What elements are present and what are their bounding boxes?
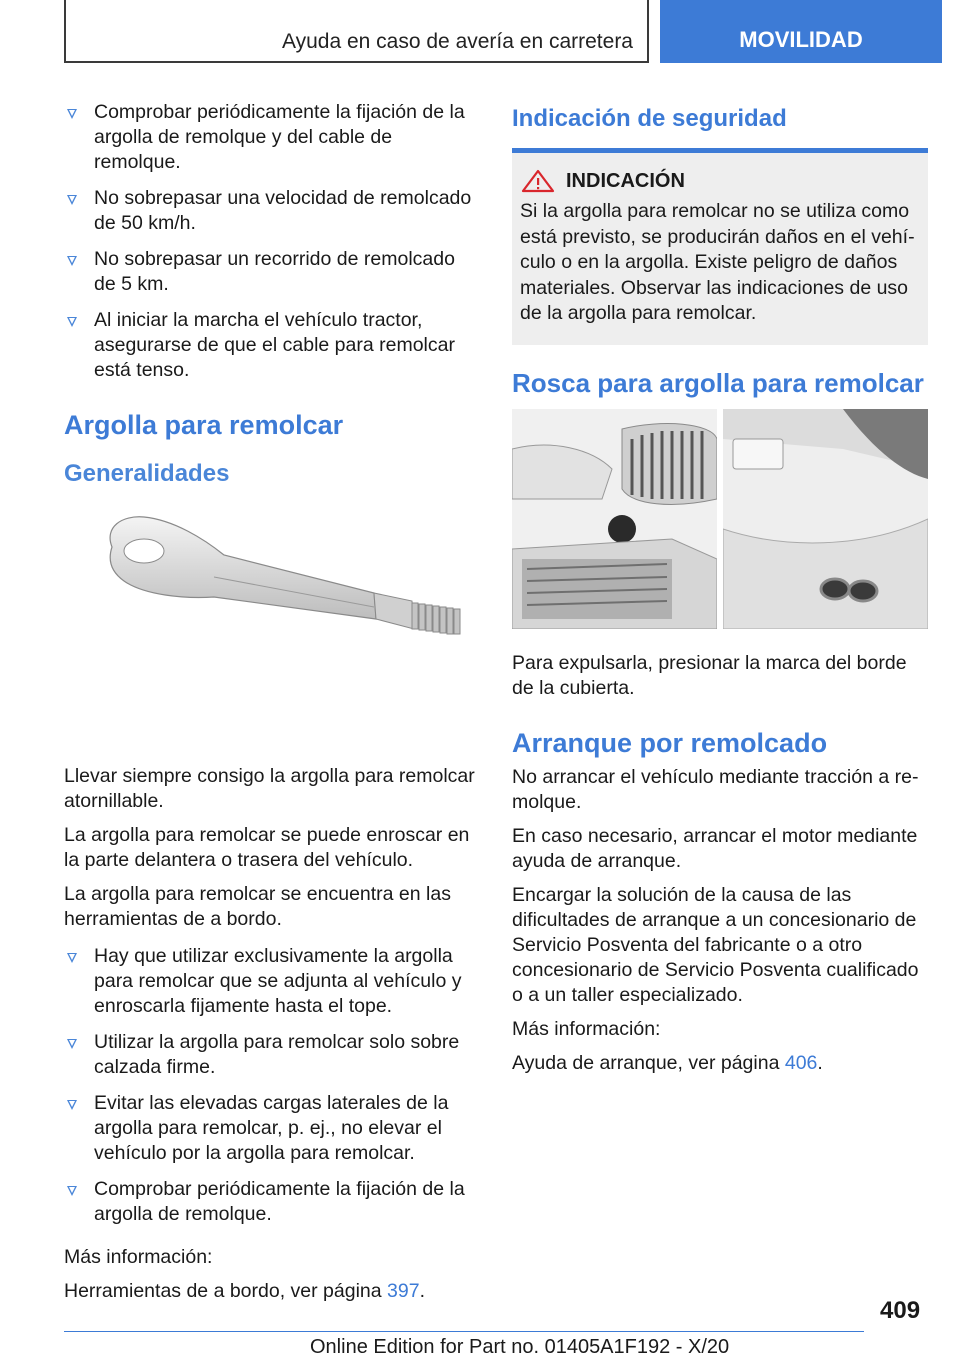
more-info-label: Más información: [64, 1246, 213, 1268]
triangle-bullet-icon [67, 1039, 77, 1049]
paragraph: Encargar la solución de la causa de las dificultades de arranque a un concesionario de Servicio Posventa del fabricante o a otro concesionario de Servicio Posventa cualificado o a un taller especializado. [512, 883, 919, 1006]
rear-bumper-photo [723, 409, 928, 629]
heading-rosca: Rosca para argolla para remolcar [512, 367, 924, 398]
heading-generalidades: Generalidades [64, 460, 230, 487]
tow-hook-illustration [64, 507, 479, 737]
list-item: Comprobar periódicamente la fijación de la argolla de remolque. [64, 1177, 479, 1227]
front-bumper-photo [512, 409, 717, 629]
list-item: No sobrepasar una velocidad de remolcado de 50 km/h. [64, 186, 479, 236]
list-item: Evitar las elevadas cargas laterales de la argolla para remolcar, p. ej., no elevar el vehículo por la argolla para remolcar. [64, 1091, 479, 1166]
edition-footer: Online Edition for Part no. 01405A1F192 - X/20 [310, 1336, 730, 1358]
list-item: Al iniciar la marcha el vehículo tractor, asegurarse de que el cable para remolcar está tenso. [64, 308, 479, 383]
header-title: Ayuda en caso de avería en carretera [281, 30, 633, 53]
rosca-text: Para expulsarla, presionar la marca del borde de la cubierta. [512, 651, 907, 699]
list-item: Comprobar periódicamente la fijación de la argolla de remolque y del cable de remolque. [64, 100, 479, 175]
triangle-bullet-icon [67, 317, 77, 327]
photo-row [512, 409, 928, 629]
triangle-bullet-icon [67, 256, 77, 266]
paragraph: No arrancar el vehículo mediante tracción a remolque. [512, 765, 919, 813]
footer-divider [64, 1331, 864, 1332]
list-item: No sobrepasar un recorrido de remolcado de 5 km. [64, 247, 479, 297]
heading-safety: Indicación de seguridad [512, 104, 928, 153]
triangle-bullet-icon [67, 1100, 77, 1110]
section-tab[interactable]: MOVILIDAD [660, 0, 942, 63]
paragraph: La argolla para remolcar se puede enroscar en la parte delantera o trasera del vehículo. [64, 824, 470, 871]
reference-line: Ayuda de arranque, ver página 406. [512, 1051, 823, 1074]
bullet-list-bottom [64, 944, 479, 1227]
heading-arranque: Arranque por remolcado [512, 727, 828, 758]
triangle-bullet-icon [67, 109, 77, 119]
page-link-397[interactable]: 397 [387, 1280, 420, 1302]
right-column [512, 100, 928, 1085]
list-item: Utilizar la argolla para remolcar solo sobre calzada firme. [64, 1030, 479, 1080]
page-number: 409 [880, 1297, 921, 1324]
paragraph: En caso necesario, arrancar el motor mediante ayuda de arranque. [512, 824, 918, 872]
notice-title: INDICACIÓN [520, 169, 920, 193]
left-column [64, 100, 479, 1313]
page-link-406[interactable]: 406 [784, 1051, 818, 1074]
reference-line: Herramientas de a bordo, ver página 397. [64, 1280, 425, 1302]
triangle-bullet-icon [67, 1186, 77, 1196]
more-info-label: Más información: [512, 1017, 661, 1040]
notice-text: Si la argolla para remolcar no se utiliza como está previsto, se producirán daños en el vehículo o en la argolla. Existe peligro de daños materiales. Observar las indicaciones de uso de la argolla para remolcar. [520, 200, 915, 324]
bullet-list-top [64, 100, 479, 383]
heading-argolla: Argolla para remolcar [64, 410, 344, 440]
list-item: Hay que utilizar exclusivamente la argolla para remolcar que se adjunta al vehículo y enroscarla fijamente hasta el tope. [64, 944, 479, 1019]
triangle-bullet-icon [67, 953, 77, 963]
paragraph: La argolla para remolcar se encuentra en las herramientas de a bordo. [64, 883, 451, 930]
warning-triangle-icon [520, 169, 556, 193]
paragraph: Llevar siempre consigo la argolla para remolcar atornillable. [64, 765, 475, 812]
triangle-bullet-icon [67, 195, 77, 205]
header-frame [64, 0, 649, 63]
notice-box [512, 153, 928, 345]
